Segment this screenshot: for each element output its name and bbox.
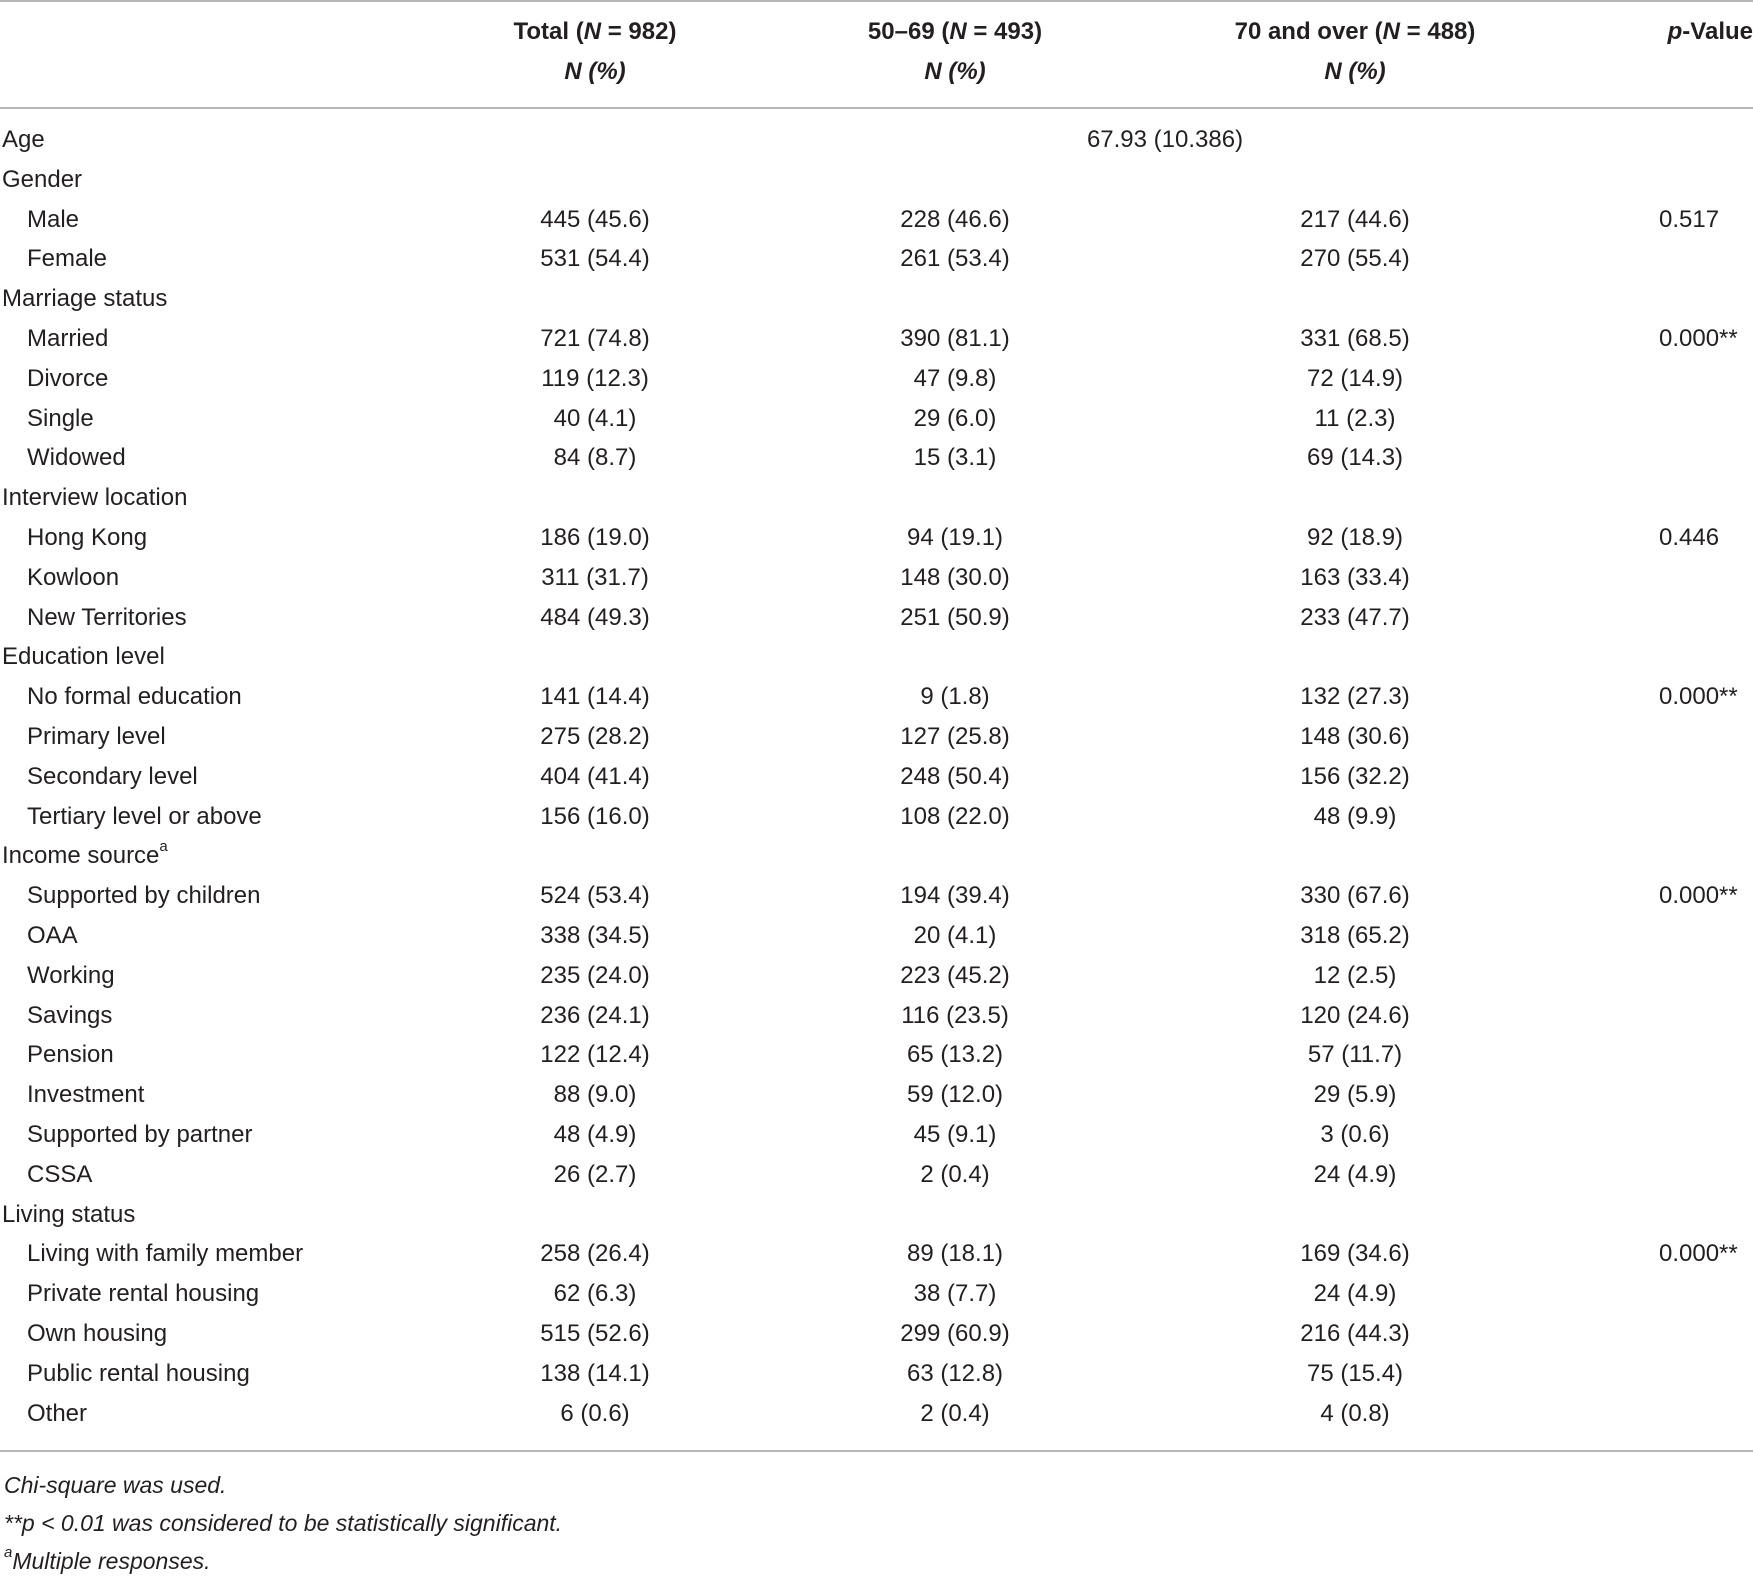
cell-70-over: 29 (5.9) bbox=[1313, 1081, 1397, 1109]
cell-total: 338 (34.5) bbox=[540, 921, 650, 949]
header-70-over bbox=[1195, 12, 1515, 92]
cell-50-69: 94 (19.1) bbox=[906, 523, 1004, 551]
table-row bbox=[0, 1115, 1753, 1155]
section-header-row bbox=[0, 478, 1753, 518]
table-row bbox=[0, 359, 1753, 399]
table-row bbox=[0, 1274, 1753, 1314]
cell-70-over: 217 (44.6) bbox=[1300, 205, 1410, 233]
table-row bbox=[0, 558, 1753, 598]
cell-total: 484 (49.3) bbox=[540, 603, 650, 631]
cell-50-69: 223 (45.2) bbox=[900, 961, 1010, 989]
cell-total: 122 (12.4) bbox=[540, 1041, 650, 1069]
cell-70-over: 163 (33.4) bbox=[1300, 563, 1410, 591]
cell-50-69: 261 (53.4) bbox=[900, 245, 1010, 273]
cell-total: 236 (24.1) bbox=[540, 1001, 650, 1029]
cell-total: 138 (14.1) bbox=[540, 1359, 650, 1387]
cell-50-69: 2 (0.4) bbox=[920, 1399, 990, 1427]
cell-70-over: 11 (2.3) bbox=[1314, 404, 1396, 432]
row-label: Private rental housing bbox=[27, 1280, 260, 1308]
section-title-text: Marriage status bbox=[2, 285, 168, 313]
cell-50-69: 228 (46.6) bbox=[900, 205, 1010, 233]
table-row bbox=[0, 200, 1753, 240]
table-row bbox=[0, 1234, 1753, 1274]
cell-50-69: 127 (25.8) bbox=[900, 722, 1010, 750]
cell-50-69: 194 (39.4) bbox=[900, 882, 1010, 910]
cell-70-over: 72 (14.9) bbox=[1306, 364, 1404, 392]
cell-50-69: 89 (18.1) bbox=[906, 1240, 1004, 1268]
cell-70-over: 12 (2.5) bbox=[1313, 961, 1397, 989]
section-title bbox=[2, 478, 187, 518]
cell-70-over: 120 (24.6) bbox=[1300, 1001, 1410, 1029]
section-title-superscript: a bbox=[159, 838, 168, 856]
cell-pvalue: 0.517 bbox=[1659, 205, 1720, 233]
row-label: OAA bbox=[27, 921, 78, 949]
table-body bbox=[0, 120, 1753, 1433]
table-row bbox=[0, 677, 1753, 717]
cell-total: 275 (28.2) bbox=[540, 722, 650, 750]
table-row bbox=[0, 876, 1753, 916]
row-label: Supported by children bbox=[27, 882, 261, 910]
row-label: Divorce bbox=[27, 364, 109, 392]
cell-total: 48 (4.9) bbox=[553, 1120, 637, 1148]
table-row bbox=[0, 438, 1753, 478]
cell-50-69: 65 (13.2) bbox=[906, 1041, 1004, 1069]
section-title bbox=[2, 836, 168, 876]
table-top-rule bbox=[0, 0, 1753, 2]
cell-pvalue: 0.000** bbox=[1659, 1240, 1738, 1268]
row-label: Public rental housing bbox=[27, 1359, 250, 1387]
section-header-row bbox=[0, 637, 1753, 677]
cell-50-69: 116 (23.5) bbox=[901, 1001, 1009, 1029]
table-row bbox=[0, 996, 1753, 1036]
header-50-69-sub: N (%) bbox=[924, 58, 986, 85]
cell-50-69: 248 (50.4) bbox=[900, 762, 1010, 790]
row-label: Own housing bbox=[27, 1319, 168, 1347]
cell-50-69: 2 (0.4) bbox=[920, 1160, 990, 1188]
cell-50-69: 108 (22.0) bbox=[900, 802, 1010, 830]
cell-total: 524 (53.4) bbox=[540, 882, 650, 910]
cell-total: 445 (45.6) bbox=[540, 205, 650, 233]
cell-pvalue: 0.446 bbox=[1659, 523, 1720, 551]
cell-50-69: 29 (6.0) bbox=[913, 404, 997, 432]
table-row bbox=[0, 399, 1753, 439]
row-label: Widowed bbox=[27, 444, 126, 472]
row-label: CSSA bbox=[27, 1160, 93, 1188]
cell-total: 235 (24.0) bbox=[540, 961, 650, 989]
table-row bbox=[0, 1354, 1753, 1394]
section-title bbox=[2, 1195, 135, 1235]
cell-70-over: 216 (44.3) bbox=[1300, 1319, 1410, 1347]
cell-total: 84 (8.7) bbox=[553, 444, 637, 472]
footnotes bbox=[4, 1466, 562, 1580]
cell-total: 119 (12.3) bbox=[541, 364, 649, 392]
row-label: Hong Kong bbox=[27, 523, 148, 551]
section-title bbox=[2, 279, 167, 319]
cell-70-over: 330 (67.6) bbox=[1300, 882, 1410, 910]
section-header-row bbox=[0, 836, 1753, 876]
header-total-label: Total (N = 982) bbox=[513, 18, 677, 45]
table-row bbox=[0, 797, 1753, 837]
header-70-over-sub: N (%) bbox=[1324, 58, 1386, 85]
table-row bbox=[0, 1394, 1753, 1434]
age-value: 67.93 (10.386) bbox=[1086, 126, 1244, 153]
row-label: Living with family member bbox=[27, 1240, 304, 1268]
cell-total: 531 (54.4) bbox=[540, 245, 650, 273]
cell-70-over: 92 (18.9) bbox=[1306, 523, 1404, 551]
cell-50-69: 63 (12.8) bbox=[906, 1359, 1004, 1387]
section-title-text: Gender bbox=[2, 165, 83, 193]
cell-50-69: 9 (1.8) bbox=[920, 683, 990, 711]
cell-50-69: 299 (60.9) bbox=[900, 1319, 1010, 1347]
section-header-row bbox=[0, 279, 1753, 319]
cell-total: 156 (16.0) bbox=[540, 802, 650, 830]
row-label: Single bbox=[27, 404, 94, 432]
cell-70-over: 75 (15.4) bbox=[1306, 1359, 1404, 1387]
table-row bbox=[0, 916, 1753, 956]
cell-70-over: 69 (14.3) bbox=[1306, 444, 1404, 472]
cell-70-over: 233 (47.7) bbox=[1300, 603, 1410, 631]
header-total-sub: N (%) bbox=[564, 58, 626, 85]
cell-total: 515 (52.6) bbox=[540, 1319, 650, 1347]
cell-total: 258 (26.4) bbox=[540, 1240, 650, 1268]
footnote-multiple-responses bbox=[4, 1542, 562, 1580]
cell-70-over: 270 (55.4) bbox=[1300, 245, 1410, 273]
footnote-multiple-text: Multiple responses. bbox=[12, 1548, 211, 1574]
header-50-69 bbox=[795, 12, 1115, 92]
cell-50-69: 45 (9.1) bbox=[913, 1120, 997, 1148]
age-label: Age bbox=[2, 126, 45, 153]
cell-total: 40 (4.1) bbox=[553, 404, 637, 432]
row-label: Other bbox=[27, 1399, 88, 1427]
table-row bbox=[0, 1314, 1753, 1354]
row-label: Secondary level bbox=[27, 762, 198, 790]
table-row bbox=[0, 1155, 1753, 1195]
cell-pvalue: 0.000** bbox=[1659, 683, 1738, 711]
cell-70-over: 169 (34.6) bbox=[1300, 1240, 1410, 1268]
footnote-chi-square: Chi-square was used. bbox=[4, 1472, 227, 1498]
cell-total: 6 (0.6) bbox=[560, 1399, 630, 1427]
cell-70-over: 3 (0.6) bbox=[1320, 1120, 1390, 1148]
cell-50-69: 59 (12.0) bbox=[906, 1081, 1004, 1109]
row-label: Married bbox=[27, 324, 109, 352]
row-label: Female bbox=[27, 245, 108, 273]
cell-70-over: 4 (0.8) bbox=[1320, 1399, 1390, 1427]
table-row bbox=[0, 757, 1753, 797]
cell-70-over: 156 (32.2) bbox=[1300, 762, 1410, 790]
header-rule bbox=[0, 107, 1753, 109]
section-title-text: Living status bbox=[2, 1200, 136, 1228]
cell-total: 721 (74.8) bbox=[540, 324, 650, 352]
cell-pvalue: 0.000** bbox=[1659, 882, 1738, 910]
cell-total: 186 (19.0) bbox=[540, 523, 650, 551]
cell-total: 141 (14.4) bbox=[540, 683, 650, 711]
cell-50-69: 47 (9.8) bbox=[913, 364, 997, 392]
cell-70-over: 57 (11.7) bbox=[1307, 1041, 1403, 1069]
age-row bbox=[0, 120, 1753, 160]
cell-total: 311 (31.7) bbox=[541, 563, 649, 591]
table-row bbox=[0, 717, 1753, 757]
section-header-row bbox=[0, 1195, 1753, 1235]
header-total bbox=[435, 12, 755, 92]
row-label: Kowloon bbox=[27, 563, 120, 591]
cell-70-over: 331 (68.5) bbox=[1300, 324, 1410, 352]
section-header-row bbox=[0, 160, 1753, 200]
cell-50-69: 148 (30.0) bbox=[900, 563, 1010, 591]
row-label: Primary level bbox=[27, 722, 166, 750]
section-title bbox=[2, 637, 165, 677]
section-title-text: Income source bbox=[2, 842, 160, 870]
cell-total: 62 (6.3) bbox=[553, 1280, 637, 1308]
table-row bbox=[0, 598, 1753, 638]
cell-70-over: 24 (4.9) bbox=[1313, 1280, 1397, 1308]
row-label: Supported by partner bbox=[27, 1120, 253, 1148]
cell-total: 88 (9.0) bbox=[553, 1081, 637, 1109]
cell-70-over: 132 (27.3) bbox=[1300, 683, 1410, 711]
cell-total: 26 (2.7) bbox=[553, 1160, 637, 1188]
cell-70-over: 148 (30.6) bbox=[1300, 722, 1410, 750]
table-bottom-rule bbox=[0, 1450, 1753, 1452]
header-70-over-label: 70 and over (N = 488) bbox=[1234, 18, 1476, 45]
table-row bbox=[0, 319, 1753, 359]
cell-50-69: 251 (50.9) bbox=[900, 603, 1010, 631]
cell-70-over: 24 (4.9) bbox=[1313, 1160, 1397, 1188]
footnote-significance: **p < 0.01 was considered to be statistically significant. bbox=[4, 1510, 563, 1536]
row-label: Working bbox=[27, 961, 115, 989]
row-label: New Territories bbox=[27, 603, 187, 631]
cell-70-over: 318 (65.2) bbox=[1300, 921, 1410, 949]
cell-pvalue: 0.000** bbox=[1659, 324, 1738, 352]
header-pvalue-label: p-Value bbox=[1667, 18, 1753, 45]
table-row bbox=[0, 239, 1753, 279]
table-row bbox=[0, 518, 1753, 558]
footnote-marker: a bbox=[4, 1544, 13, 1562]
header-pvalue bbox=[1620, 12, 1753, 92]
row-label: Pension bbox=[27, 1041, 114, 1069]
section-title-text: Interview location bbox=[2, 484, 188, 512]
row-label: Male bbox=[27, 205, 80, 233]
cell-50-69: 38 (7.7) bbox=[913, 1280, 997, 1308]
row-label: Savings bbox=[27, 1001, 113, 1029]
cell-50-69: 15 (3.1) bbox=[913, 444, 997, 472]
section-title-text: Education level bbox=[2, 643, 165, 671]
cell-total: 404 (41.4) bbox=[540, 762, 650, 790]
section-title bbox=[2, 160, 82, 200]
table-row bbox=[0, 956, 1753, 996]
cell-50-69: 390 (81.1) bbox=[900, 324, 1010, 352]
table-row bbox=[0, 1035, 1753, 1075]
cell-50-69: 20 (4.1) bbox=[913, 921, 997, 949]
row-label: Investment bbox=[27, 1081, 145, 1109]
header-50-69-label: 50–69 (N = 493) bbox=[867, 18, 1043, 45]
cell-70-over: 48 (9.9) bbox=[1313, 802, 1397, 830]
row-label: No formal education bbox=[27, 683, 242, 711]
table-row bbox=[0, 1075, 1753, 1115]
row-label: Tertiary level or above bbox=[27, 802, 262, 830]
